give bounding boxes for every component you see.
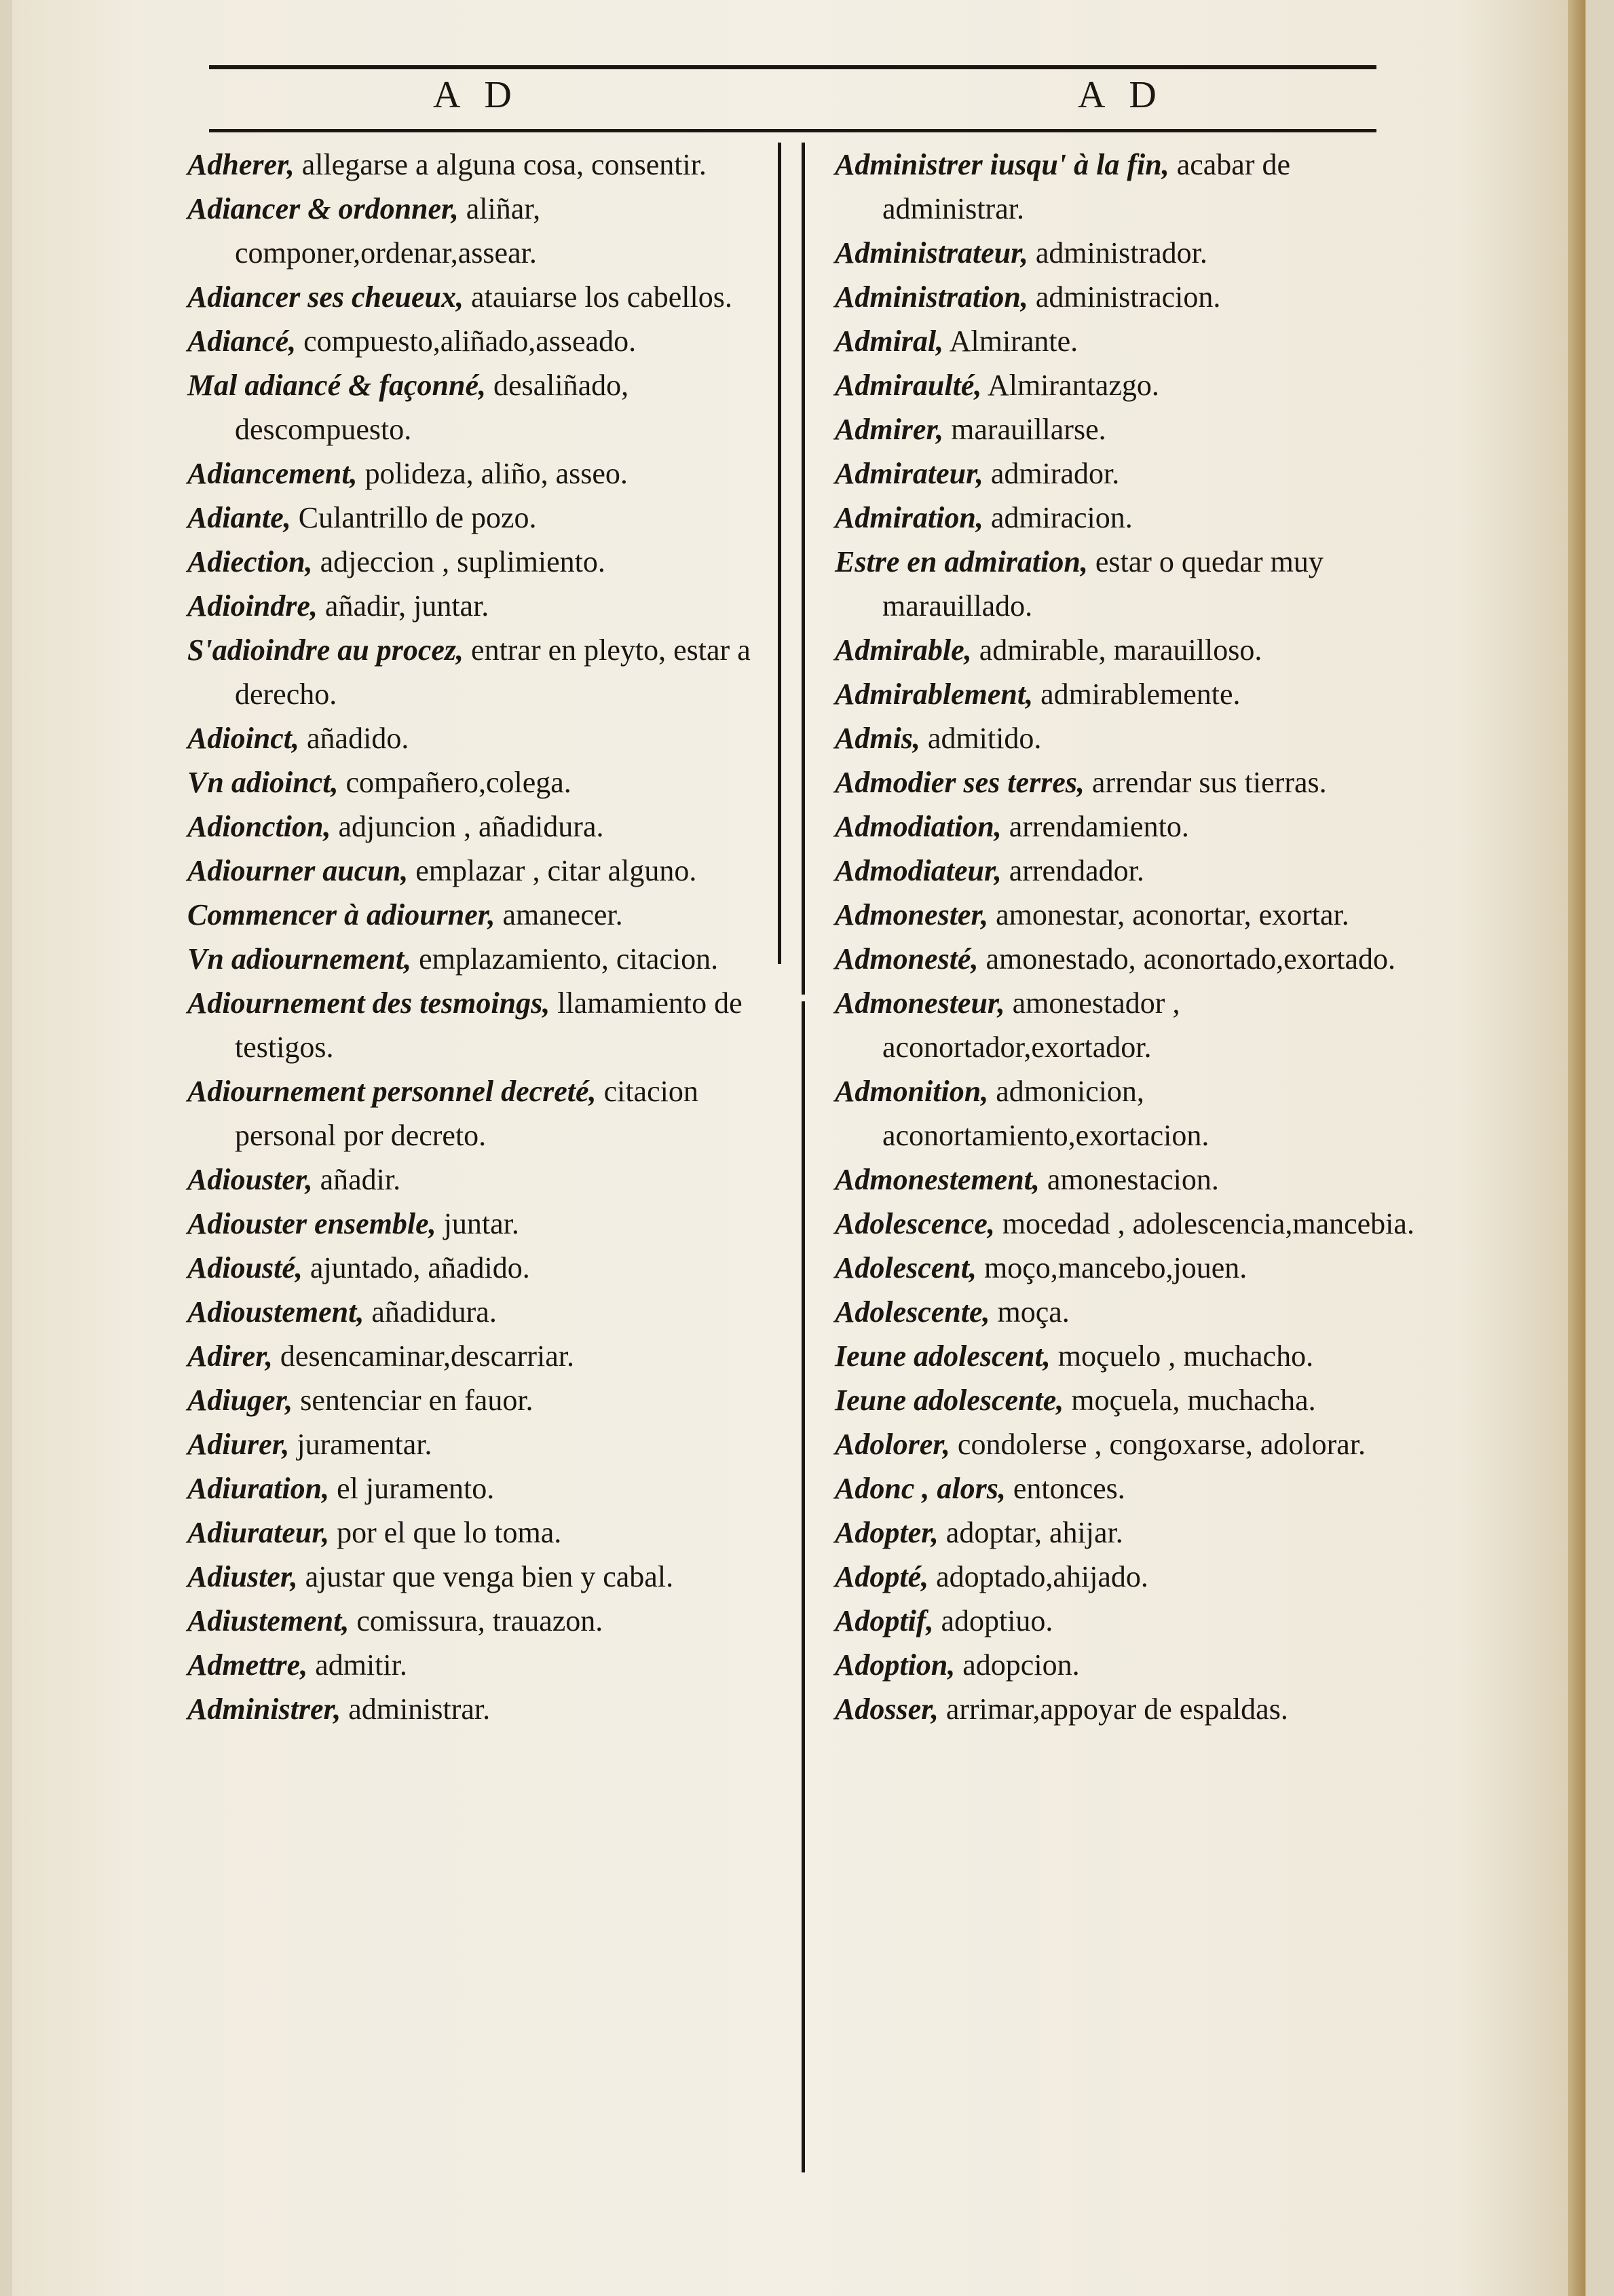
entry-term: Adiournement personnel decreté,	[187, 1075, 597, 1108]
entry-definition: emplazamiento, citacion.	[411, 942, 719, 976]
entry-term: Adioinct,	[187, 722, 300, 755]
entry-term: Adolescent,	[835, 1251, 977, 1284]
dictionary-entry	[835, 363, 1432, 407]
entry-definition: emplazar , citar alguno.	[408, 854, 697, 887]
entry-definition: moçuela, muchacha.	[1064, 1384, 1316, 1417]
entry-definition: allegarse a alguna cosa, consentir.	[294, 148, 707, 181]
dictionary-entry	[187, 1378, 771, 1422]
entry-term: Admiral,	[835, 325, 944, 358]
dictionary-entry	[187, 319, 771, 363]
dictionary-entry	[835, 1511, 1432, 1555]
dictionary-entry	[835, 1334, 1432, 1378]
dictionary-entry	[835, 1422, 1432, 1466]
entry-term: Adioustement,	[187, 1295, 364, 1329]
entry-definition: aliñar, componer,ordenar,assear.	[235, 192, 541, 270]
entry-term: Administrer iusqu' à la fin,	[835, 148, 1169, 181]
entry-term: Administration,	[835, 280, 1028, 314]
dictionary-entry	[187, 1202, 771, 1246]
dictionary-entry	[835, 1599, 1432, 1643]
entry-term: Admis,	[835, 722, 920, 755]
dictionary-entry	[835, 672, 1432, 716]
entry-term: Adiancé,	[187, 325, 297, 358]
dictionary-entry	[835, 1555, 1432, 1599]
entry-definition: admiracion.	[983, 501, 1133, 534]
dictionary-entry	[835, 319, 1432, 363]
dictionary-entry	[187, 496, 771, 540]
entry-definition: adjuncion , añadidura.	[331, 810, 604, 843]
entry-definition: admitir.	[307, 1648, 407, 1682]
entry-term: Adiuration,	[187, 1472, 330, 1505]
dictionary-entry	[835, 628, 1432, 672]
entry-term: Adiournement des tesmoings,	[187, 986, 550, 1020]
column-rule-left	[778, 143, 781, 964]
dictionary-entry	[835, 804, 1432, 849]
entry-term: Adiancer ses cheueux,	[187, 280, 464, 314]
entry-definition: Culantrillo de pozo.	[290, 501, 537, 534]
dictionary-entry	[187, 1334, 771, 1378]
entry-definition: desaliñado, descompuesto.	[235, 369, 629, 446]
dictionary-entry	[187, 628, 771, 716]
dictionary-entry	[187, 1687, 771, 1731]
entry-definition: condolerse , congoxarse, adolorar.	[950, 1428, 1366, 1461]
entry-term: Mal adiancé & façonné,	[187, 369, 486, 402]
entry-term: Ieune adolescente,	[835, 1384, 1064, 1417]
entry-definition: Almirante.	[943, 325, 1078, 358]
dictionary-entry	[187, 363, 771, 451]
entry-term: Adiouster,	[187, 1163, 313, 1196]
entry-term: Adoption,	[835, 1648, 956, 1682]
entry-definition: adopcion.	[955, 1648, 1080, 1682]
dictionary-entry	[835, 1466, 1432, 1511]
column-rule-middle	[802, 1001, 805, 2172]
entry-definition: añadir.	[312, 1163, 401, 1196]
entry-definition: moço,mancebo,jouen.	[976, 1251, 1247, 1284]
entry-definition: desencaminar,descarriar.	[272, 1339, 575, 1373]
dictionary-entry	[835, 231, 1432, 275]
entry-term: Adiuger,	[187, 1384, 293, 1417]
dictionary-entry	[835, 407, 1432, 451]
entry-definition: marauillarse.	[943, 413, 1106, 446]
entry-term: Adherer,	[187, 148, 295, 181]
entry-term: Adolorer,	[835, 1428, 950, 1461]
entry-term: Admodiateur,	[835, 854, 1002, 887]
entry-definition: arrendar sus tierras.	[1084, 766, 1327, 799]
entry-definition: mocedad , adolescencia,mancebia.	[994, 1207, 1414, 1240]
dictionary-entry	[187, 275, 771, 319]
entry-definition: acabar de administrar.	[882, 148, 1291, 225]
entry-definition: compuesto,aliñado,asseado.	[296, 325, 637, 358]
dictionary-entry	[187, 716, 771, 760]
entry-definition: adoptiuo.	[933, 1604, 1053, 1637]
top-rule	[209, 65, 1376, 69]
entry-term: Admiration,	[835, 501, 983, 534]
entry-term: Administrer,	[187, 1692, 341, 1726]
entry-definition: llamamiento de testigos.	[235, 986, 743, 1064]
dictionary-entry	[835, 981, 1432, 1069]
entry-definition: amonestado, aconortado,exortado.	[978, 942, 1396, 976]
entry-term: Adopté,	[835, 1560, 929, 1593]
entry-definition: admirador.	[983, 457, 1120, 490]
entry-term: Admonester,	[835, 898, 989, 931]
dictionary-entry	[835, 143, 1432, 231]
entry-definition: adoptado,ahijado.	[928, 1560, 1148, 1593]
entry-definition: moça.	[990, 1295, 1070, 1329]
entry-definition: citacion personal por decreto.	[235, 1075, 698, 1152]
entry-term: Adiurer,	[187, 1428, 290, 1461]
entry-term: Adiousté,	[187, 1251, 303, 1284]
entry-definition: amonestar, aconortar, exortar.	[988, 898, 1349, 931]
entry-term: Adolescence,	[835, 1207, 995, 1240]
entry-term: Adiante,	[187, 501, 291, 534]
entry-term: Admodier ses terres,	[835, 766, 1085, 799]
entry-term: Admirablement,	[835, 678, 1034, 711]
entry-definition: añadido.	[299, 722, 409, 755]
dictionary-entry	[187, 981, 771, 1069]
dictionary-entry	[187, 849, 771, 893]
column-rule-upper	[802, 143, 805, 995]
entry-definition: moçuelo , muchacho.	[1050, 1339, 1314, 1373]
entry-definition: entrar en pleyto, estar a derecho.	[235, 633, 751, 711]
entry-term: Adiustement,	[187, 1604, 350, 1637]
entry-term: Admettre,	[187, 1648, 308, 1682]
dictionary-entry	[187, 143, 771, 187]
entry-definition: arrendamiento.	[1001, 810, 1189, 843]
entry-definition: admonicion, aconortamiento,exortacion.	[882, 1075, 1209, 1152]
entry-term: Adiouster ensemble,	[187, 1207, 436, 1240]
entry-definition: añadidura.	[364, 1295, 497, 1329]
dictionary-entry	[835, 275, 1432, 319]
entry-term: Adioindre,	[187, 589, 318, 623]
header-rule	[209, 129, 1376, 132]
entry-definition: polideza, aliño, asseo.	[357, 457, 628, 490]
left-column	[187, 143, 771, 1731]
entry-definition: arrendador.	[1001, 854, 1144, 887]
dictionary-entry	[187, 1555, 771, 1599]
dictionary-entry	[835, 760, 1432, 804]
dictionary-entry	[187, 937, 771, 981]
entry-definition: admirablemente.	[1033, 678, 1241, 711]
entry-term: Administrateur,	[835, 236, 1028, 270]
entry-definition: administrar.	[341, 1692, 491, 1726]
dictionary-page	[12, 0, 1585, 2296]
entry-definition: entonces.	[1005, 1472, 1125, 1505]
entry-term: Vn adioinct,	[187, 766, 339, 799]
dictionary-entry	[187, 1643, 771, 1687]
entry-term: Adiection,	[187, 545, 313, 578]
entry-definition: sentenciar en fauor.	[293, 1384, 533, 1417]
dictionary-entry	[187, 1511, 771, 1555]
dictionary-entry	[835, 893, 1432, 937]
running-head-left: A D	[433, 74, 520, 116]
dictionary-entry	[187, 1422, 771, 1466]
entry-term: Commencer à adiourner,	[187, 898, 495, 931]
entry-term: Admodiation,	[835, 810, 1002, 843]
dictionary-entry	[835, 1158, 1432, 1202]
dictionary-entry	[187, 760, 771, 804]
entry-definition: juramentar.	[289, 1428, 432, 1461]
dictionary-entry	[835, 1246, 1432, 1290]
entry-definition: Almirantazgo.	[981, 369, 1159, 402]
dictionary-entry	[835, 1378, 1432, 1422]
page-edge	[1568, 0, 1585, 2296]
entry-term: Vn adiournement,	[187, 942, 412, 976]
entry-definition: admirable, marauilloso.	[971, 633, 1262, 667]
dictionary-entry	[187, 893, 771, 937]
entry-term: Adonc , alors,	[835, 1472, 1006, 1505]
dictionary-entry	[187, 804, 771, 849]
entry-term: Adionction,	[187, 810, 331, 843]
entry-term: Ieune adolescent,	[835, 1339, 1051, 1373]
entry-definition: arrimar,appoyar de espaldas.	[938, 1692, 1288, 1726]
running-head-right: A D	[1078, 74, 1165, 116]
dictionary-entry	[835, 1069, 1432, 1158]
entry-definition: ajustar que venga bien y cabal.	[297, 1560, 674, 1593]
entry-definition: admitido.	[920, 722, 1042, 755]
dictionary-entry	[835, 540, 1432, 628]
entry-definition: amanecer.	[495, 898, 623, 931]
dictionary-entry	[835, 1687, 1432, 1731]
dictionary-entry	[187, 584, 771, 628]
dictionary-entry	[187, 1246, 771, 1290]
entry-term: Adiourner aucun,	[187, 854, 409, 887]
entry-definition: juntar.	[436, 1207, 519, 1240]
entry-term: Adolescente,	[835, 1295, 990, 1329]
dictionary-entry	[835, 937, 1432, 981]
entry-definition: amonestador , aconortador,exortador.	[882, 986, 1180, 1064]
dictionary-entry	[187, 1069, 771, 1158]
entry-term: Admonesteur,	[835, 986, 1005, 1020]
dictionary-entry	[835, 1202, 1432, 1246]
entry-definition: añadir, juntar.	[317, 589, 489, 623]
dictionary-entry	[187, 1290, 771, 1334]
entry-term: Adiancement,	[187, 457, 358, 490]
entry-definition: atauiarse los cabellos.	[464, 280, 732, 314]
entry-term: Adiancer & ordonner,	[187, 192, 459, 225]
entry-definition: adjeccion , suplimiento.	[312, 545, 605, 578]
dictionary-entry	[835, 716, 1432, 760]
dictionary-entry	[187, 1466, 771, 1511]
entry-term: Admirer,	[835, 413, 944, 446]
entry-definition: el juramento.	[329, 1472, 495, 1505]
entry-definition: estar o quedar muy marauillado.	[882, 545, 1324, 623]
dictionary-entry	[835, 1290, 1432, 1334]
entry-definition: ajuntado, añadido.	[302, 1251, 530, 1284]
entry-term: S'adioindre au procez,	[187, 633, 464, 667]
entry-term: Adiurateur,	[187, 1516, 330, 1549]
entry-definition: administracion.	[1028, 280, 1221, 314]
dictionary-entry	[187, 1158, 771, 1202]
entry-term: Admirateur,	[835, 457, 983, 490]
dictionary-entry	[187, 540, 771, 584]
entry-term: Adiuster,	[187, 1560, 298, 1593]
dictionary-entry	[187, 451, 771, 496]
entry-term: Adopter,	[835, 1516, 939, 1549]
entry-definition: amonestacion.	[1039, 1163, 1219, 1196]
entry-definition: compañero,colega.	[338, 766, 571, 799]
entry-term: Estre en admiration,	[835, 545, 1088, 578]
dictionary-entry	[835, 1643, 1432, 1687]
dictionary-entry	[187, 187, 771, 275]
entry-definition: comissura, trauazon.	[349, 1604, 603, 1637]
entry-term: Adoptif,	[835, 1604, 934, 1637]
entry-term: Admiraulté,	[835, 369, 982, 402]
entry-term: Adirer,	[187, 1339, 273, 1373]
entry-term: Admonesté,	[835, 942, 979, 976]
entry-term: Admirable,	[835, 633, 972, 667]
entry-definition: adoptar, ahijar.	[938, 1516, 1123, 1549]
entry-term: Admonition,	[835, 1075, 989, 1108]
dictionary-entry	[835, 496, 1432, 540]
right-column	[835, 143, 1432, 1731]
entry-term: Admonestement,	[835, 1163, 1040, 1196]
dictionary-entry	[187, 1599, 771, 1643]
dictionary-entry	[835, 849, 1432, 893]
entry-definition: por el que lo toma.	[329, 1516, 562, 1549]
entry-definition: administrador.	[1028, 236, 1207, 270]
entry-term: Adosser,	[835, 1692, 939, 1726]
dictionary-entry	[835, 451, 1432, 496]
